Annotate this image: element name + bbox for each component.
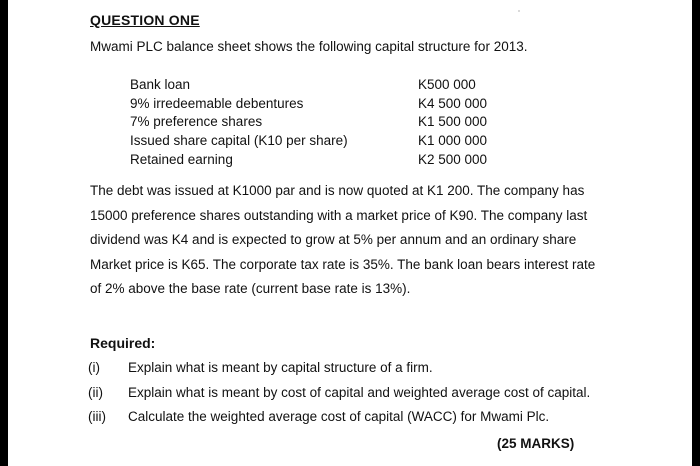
required-item-text: Explain what is meant by cost of capital and weighted average cost of capital. (128, 384, 591, 400)
capital-item-amount: K1 000 000 (418, 133, 488, 149)
question-title: QUESTION ONE (90, 12, 200, 28)
required-item (88, 360, 648, 385)
paragraph-line: of 2% above the base rate (current base rate is 13%). (90, 281, 411, 297)
paragraph-line: Market price is K65. The corporate tax rate is 35%. The bank loan bears interest rate (90, 256, 596, 272)
capital-item-label: 7% preference shares (130, 114, 263, 130)
question-details-paragraph (90, 183, 650, 306)
capital-row-bank-loan (130, 77, 530, 96)
capital-item-amount: K4 500 000 (418, 95, 488, 111)
capital-item-amount: K2 500 000 (418, 151, 488, 167)
required-item-number: (i) (88, 360, 100, 375)
required-item (88, 385, 648, 410)
required-list (88, 360, 648, 434)
capital-row-preference-shares (130, 114, 530, 133)
paragraph-line: 15000 preference shares outstanding with a market price of K90. The company last (90, 207, 588, 223)
required-item-number: (ii) (88, 384, 103, 400)
required-item-number: (iii) (88, 409, 106, 424)
capital-item-amount: K1 500 000 (418, 114, 488, 130)
paragraph-line: dividend was K4 and is expected to grow at 5% per annum and an ordinary share (90, 232, 577, 248)
capital-row-debentures (130, 96, 530, 115)
required-item-text: Explain what is meant by capital structure of a firm. (128, 360, 433, 375)
capital-item-label: Retained earning (130, 151, 233, 167)
required-item-text: Calculate the weighted average cost of capital (WACC) for Mwami Plc. (128, 409, 550, 424)
question-intro: Mwami PLC balance sheet shows the following capital structure for 2013. (90, 39, 528, 54)
required-item (88, 409, 648, 434)
total-marks: (25 MARKS) (497, 436, 575, 451)
capital-item-label: 9% irredeemable debentures (130, 95, 304, 111)
capital-row-issued-share-capital (130, 133, 530, 152)
scan-speck (518, 10, 520, 12)
exam-page (8, 0, 692, 466)
capital-item-amount: K500 000 (418, 77, 476, 92)
paragraph-line: The debt was issued at K1000 par and is now quoted at K1 200. The company has (90, 183, 585, 198)
capital-structure-table (130, 77, 530, 170)
required-heading: Required: (90, 335, 156, 351)
capital-item-label: Issued share capital (K10 per share) (130, 133, 348, 149)
capital-row-retained-earning (130, 152, 530, 171)
capital-item-label: Bank loan (130, 77, 191, 92)
